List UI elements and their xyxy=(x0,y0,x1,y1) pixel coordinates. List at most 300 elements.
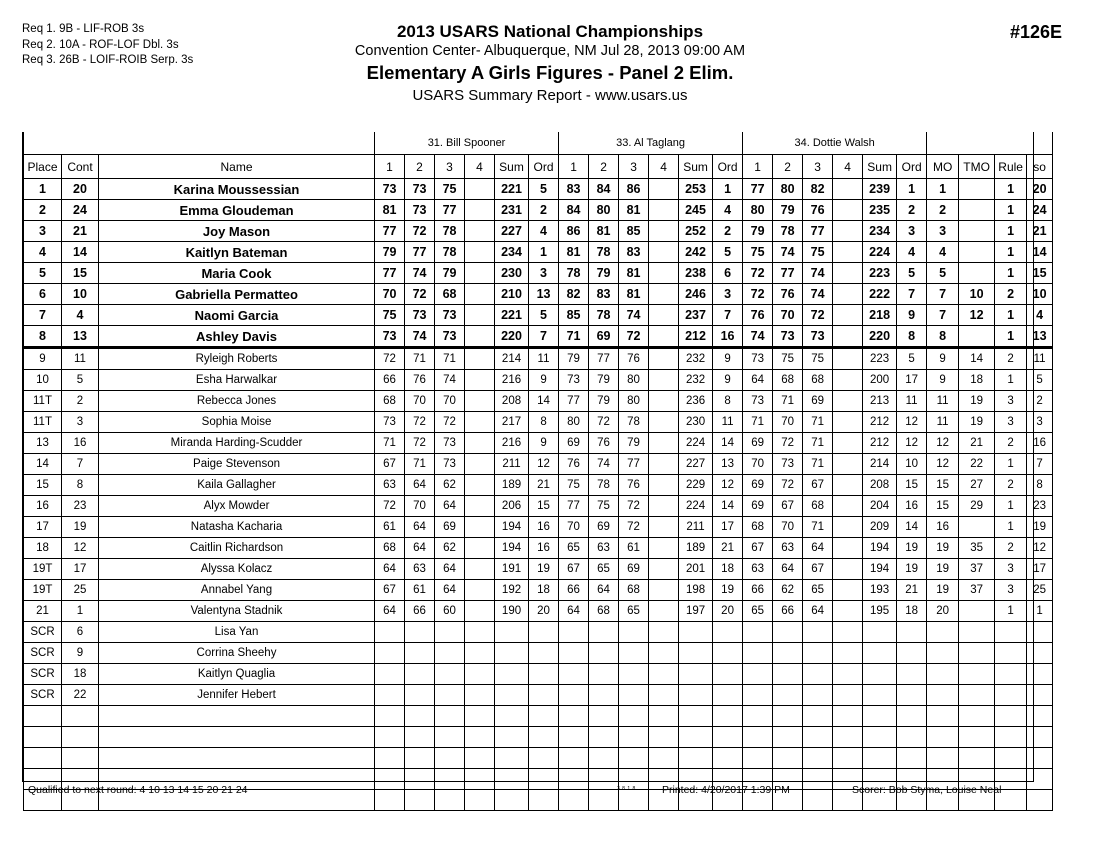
cell-tmo xyxy=(959,622,995,643)
cell-judge3-score-4 xyxy=(833,263,863,284)
cell-so xyxy=(1027,706,1053,727)
cell-judge2-score-3: 80 xyxy=(619,391,649,412)
cell-judge2-ord: 7 xyxy=(713,305,743,326)
cell-judge3-score-1: 80 xyxy=(743,200,773,221)
cell-judge1-score-1: 68 xyxy=(375,391,405,412)
cell-so: 17 xyxy=(1027,559,1053,580)
cell-mo: 5 xyxy=(927,263,959,284)
cell-judge3-score-4 xyxy=(833,601,863,622)
cell-judge2-score-2: 79 xyxy=(589,263,619,284)
cell-judge2-sum: 224 xyxy=(679,433,713,454)
cell-judge1-score-4 xyxy=(465,769,495,790)
judge-banner-spacer xyxy=(24,132,375,155)
cell-judge2-ord: 9 xyxy=(713,348,743,370)
cell-judge3-sum: 208 xyxy=(863,475,897,496)
cell-so: 11 xyxy=(1027,348,1053,370)
cell-mo: 2 xyxy=(927,200,959,221)
judge-banner-end-spacer xyxy=(927,132,1053,155)
cell-judge1-sum xyxy=(495,664,529,685)
cell-judge1-ord: 2 xyxy=(529,200,559,221)
cell-judge2-sum xyxy=(679,727,713,748)
cell-judge1-score-3: 64 xyxy=(435,580,465,601)
cell-rule: 2 xyxy=(995,284,1027,305)
judge-1-name: 31. Bill Spooner xyxy=(375,132,559,155)
cell-judge1-ord: 5 xyxy=(529,179,559,200)
cell-judge2-score-4 xyxy=(649,706,679,727)
cell-place: 17 xyxy=(24,517,62,538)
header-j1-score-3: 3 xyxy=(435,155,465,179)
cell-judge3-score-2: 70 xyxy=(773,412,803,433)
cell-so: 4 xyxy=(1027,305,1053,326)
table-row[interactable] xyxy=(24,685,1053,706)
table-row[interactable] xyxy=(24,221,1053,242)
cell-place xyxy=(24,727,62,748)
cell-judge3-ord: 21 xyxy=(897,580,927,601)
table-row[interactable] xyxy=(24,412,1053,433)
cell-judge2-score-2: 83 xyxy=(589,284,619,305)
cell-judge3-score-4 xyxy=(833,454,863,475)
cell-rule: 1 xyxy=(995,242,1027,263)
cell-so xyxy=(1027,664,1053,685)
cell-judge3-score-1: 72 xyxy=(743,263,773,284)
cell-so xyxy=(1027,622,1053,643)
cell-judge1-score-4 xyxy=(465,284,495,305)
cell-judge2-sum: 212 xyxy=(679,326,713,348)
cell-judge3-sum: 224 xyxy=(863,242,897,263)
cell-judge1-score-2: 64 xyxy=(405,475,435,496)
cell-place: 10 xyxy=(24,370,62,391)
cell-judge3-score-4 xyxy=(833,559,863,580)
header-j3-score-1: 1 xyxy=(743,155,773,179)
cell-judge3-score-2: 72 xyxy=(773,433,803,454)
cell-name: Emma Gloudeman xyxy=(99,200,375,221)
cell-judge2-sum: 252 xyxy=(679,221,713,242)
cell-judge1-ord: 9 xyxy=(529,433,559,454)
cell-cont: 25 xyxy=(62,580,99,601)
cell-judge3-score-3: 77 xyxy=(803,221,833,242)
cell-judge3-score-3: 69 xyxy=(803,391,833,412)
cell-judge3-score-1 xyxy=(743,706,773,727)
cell-judge2-score-2: 80 xyxy=(589,200,619,221)
cell-judge2-sum: 232 xyxy=(679,348,713,370)
cell-judge1-ord: 18 xyxy=(529,580,559,601)
cell-name: Kaila Gallagher xyxy=(99,475,375,496)
table-row[interactable] xyxy=(24,179,1053,200)
cell-judge1-score-1 xyxy=(375,727,405,748)
cell-tmo: 14 xyxy=(959,348,995,370)
cell-judge3-score-2: 70 xyxy=(773,305,803,326)
cell-judge3-score-1: 70 xyxy=(743,454,773,475)
cell-judge1-score-1: 73 xyxy=(375,412,405,433)
cell-judge2-score-4 xyxy=(649,685,679,706)
cell-judge2-ord: 5 xyxy=(713,242,743,263)
cell-judge1-score-3 xyxy=(435,769,465,790)
cell-judge1-score-3: 78 xyxy=(435,221,465,242)
cell-mo xyxy=(927,622,959,643)
cell-rule: 3 xyxy=(995,391,1027,412)
table-row[interactable] xyxy=(24,559,1053,580)
cell-judge3-score-3 xyxy=(803,664,833,685)
cell-judge3-ord xyxy=(897,748,927,769)
cell-judge3-score-4 xyxy=(833,221,863,242)
cell-judge3-ord: 14 xyxy=(897,517,927,538)
cell-judge2-ord: 6 xyxy=(713,263,743,284)
cell-judge1-ord xyxy=(529,622,559,643)
cell-judge3-score-2 xyxy=(773,748,803,769)
table-row[interactable] xyxy=(24,622,1053,643)
table-row[interactable] xyxy=(24,601,1053,622)
cell-judge1-sum: 216 xyxy=(495,433,529,454)
cell-judge2-score-1 xyxy=(559,685,589,706)
cell-judge1-ord xyxy=(529,769,559,790)
cell-judge2-score-4 xyxy=(649,475,679,496)
cell-judge1-sum xyxy=(495,790,529,811)
cell-cont: 14 xyxy=(62,242,99,263)
cell-judge2-score-3: 86 xyxy=(619,179,649,200)
cell-name: Maria Cook xyxy=(99,263,375,284)
cell-so: 25 xyxy=(1027,580,1053,601)
table-row[interactable] xyxy=(24,305,1053,326)
cell-judge3-score-4 xyxy=(833,433,863,454)
cell-judge1-score-4 xyxy=(465,242,495,263)
cell-so: 3 xyxy=(1027,412,1053,433)
venue-and-date: Convention Center- Albuquerque, NM Jul 28, 2013 09:00 AM xyxy=(354,43,746,59)
cell-judge3-score-1: 69 xyxy=(743,475,773,496)
cell-judge1-score-1: 64 xyxy=(375,601,405,622)
cell-judge1-score-2 xyxy=(405,727,435,748)
cell-judge1-score-1 xyxy=(375,748,405,769)
cell-judge1-score-2: 71 xyxy=(405,454,435,475)
cell-judge3-score-2 xyxy=(773,685,803,706)
cell-judge2-score-4 xyxy=(649,263,679,284)
cell-judge2-score-1: 82 xyxy=(559,284,589,305)
cell-place: 7 xyxy=(24,305,62,326)
cell-tmo xyxy=(959,242,995,263)
cell-judge2-score-4 xyxy=(649,412,679,433)
cell-judge3-ord: 1 xyxy=(897,179,927,200)
cell-judge3-sum: 200 xyxy=(863,370,897,391)
table-row[interactable] xyxy=(24,263,1053,284)
cell-judge3-score-1: 73 xyxy=(743,391,773,412)
cell-judge1-score-3: 62 xyxy=(435,538,465,559)
cell-judge3-score-1: 64 xyxy=(743,370,773,391)
cell-judge1-score-2: 76 xyxy=(405,370,435,391)
cell-judge2-sum: 253 xyxy=(679,179,713,200)
cell-so: 20 xyxy=(1027,179,1053,200)
cell-judge1-sum: 234 xyxy=(495,242,529,263)
table-row[interactable] xyxy=(24,370,1053,391)
cell-judge3-sum: 194 xyxy=(863,559,897,580)
cell-place: 6 xyxy=(24,284,62,305)
cell-judge1-ord xyxy=(529,664,559,685)
cell-judge2-score-2: 78 xyxy=(589,475,619,496)
cell-name xyxy=(99,727,375,748)
cell-judge2-score-4 xyxy=(649,601,679,622)
cell-judge3-ord: 12 xyxy=(897,412,927,433)
cell-judge1-score-1 xyxy=(375,706,405,727)
cell-judge3-sum: 220 xyxy=(863,326,897,348)
header-j2-sum: Sum xyxy=(679,155,713,179)
table-row[interactable] xyxy=(24,454,1053,475)
cell-judge3-ord: 19 xyxy=(897,559,927,580)
cell-judge3-score-4 xyxy=(833,284,863,305)
cell-rule: 1 xyxy=(995,601,1027,622)
table-row[interactable] xyxy=(24,433,1053,454)
report-subtitle: USARS Summary Report - www.usars.us xyxy=(412,87,688,104)
cell-tmo: 35 xyxy=(959,538,995,559)
cell-judge1-ord: 19 xyxy=(529,559,559,580)
cell-judge3-sum: 235 xyxy=(863,200,897,221)
header-name: Name xyxy=(99,155,375,179)
cell-judge2-score-1: 80 xyxy=(559,412,589,433)
cell-judge1-ord: 5 xyxy=(529,305,559,326)
cell-judge3-score-2: 67 xyxy=(773,496,803,517)
cell-judge3-score-4 xyxy=(833,412,863,433)
cell-judge2-ord xyxy=(713,748,743,769)
cell-tmo xyxy=(959,664,995,685)
cell-judge3-score-3: 72 xyxy=(803,305,833,326)
cell-judge2-score-4 xyxy=(649,370,679,391)
cell-judge2-score-3: 76 xyxy=(619,348,649,370)
software-version: 3.8.1.8 xyxy=(617,786,636,792)
table-row[interactable] xyxy=(24,664,1053,685)
cell-tmo: 18 xyxy=(959,370,995,391)
cell-judge3-score-4 xyxy=(833,517,863,538)
cell-judge1-ord xyxy=(529,643,559,664)
cell-judge1-score-3 xyxy=(435,685,465,706)
cell-tmo: 37 xyxy=(959,580,995,601)
cell-rule: 1 xyxy=(995,496,1027,517)
cell-judge2-score-3: 81 xyxy=(619,284,649,305)
cell-judge2-score-2 xyxy=(589,790,619,811)
cell-name: Alyx Mowder xyxy=(99,496,375,517)
cell-judge1-score-1: 77 xyxy=(375,263,405,284)
cell-judge2-sum: 198 xyxy=(679,580,713,601)
cell-mo: 15 xyxy=(927,475,959,496)
cell-judge3-score-3 xyxy=(803,685,833,706)
cell-judge2-score-2: 79 xyxy=(589,391,619,412)
cell-judge1-ord xyxy=(529,706,559,727)
cell-cont: 9 xyxy=(62,643,99,664)
cell-mo: 4 xyxy=(927,242,959,263)
table-row[interactable] xyxy=(24,326,1053,348)
cell-judge2-score-2: 78 xyxy=(589,242,619,263)
cell-judge2-score-1 xyxy=(559,706,589,727)
cell-judge1-score-4 xyxy=(465,496,495,517)
cell-judge3-ord xyxy=(897,664,927,685)
table-row[interactable] xyxy=(24,496,1053,517)
table-row[interactable] xyxy=(24,538,1053,559)
cell-judge1-ord: 7 xyxy=(529,326,559,348)
cell-rule xyxy=(995,643,1027,664)
cell-name: Esha Harwalkar xyxy=(99,370,375,391)
cell-judge2-score-2: 75 xyxy=(589,496,619,517)
cell-judge1-score-2: 63 xyxy=(405,559,435,580)
cell-mo: 1 xyxy=(927,179,959,200)
cell-judge2-score-3: 83 xyxy=(619,242,649,263)
table-row[interactable] xyxy=(24,284,1053,305)
cell-judge3-score-4 xyxy=(833,179,863,200)
cell-judge3-sum: 193 xyxy=(863,580,897,601)
cell-judge2-ord: 19 xyxy=(713,580,743,601)
cell-judge3-score-1: 63 xyxy=(743,559,773,580)
cell-judge1-score-1: 64 xyxy=(375,559,405,580)
cell-rule: 2 xyxy=(995,475,1027,496)
cell-judge1-score-1: 77 xyxy=(375,221,405,242)
cell-judge1-score-4 xyxy=(465,538,495,559)
cell-judge2-score-4 xyxy=(649,348,679,370)
cell-mo xyxy=(927,664,959,685)
cell-judge2-sum: 227 xyxy=(679,454,713,475)
cell-so: 8 xyxy=(1027,475,1053,496)
cell-judge3-sum: 212 xyxy=(863,433,897,454)
cell-judge1-score-2 xyxy=(405,643,435,664)
cell-judge1-ord: 16 xyxy=(529,517,559,538)
cell-judge3-score-2 xyxy=(773,664,803,685)
cell-judge1-ord: 12 xyxy=(529,454,559,475)
cell-judge3-score-4 xyxy=(833,643,863,664)
cell-judge3-sum: 213 xyxy=(863,391,897,412)
cell-tmo xyxy=(959,179,995,200)
cell-rule: 2 xyxy=(995,433,1027,454)
cell-judge3-sum xyxy=(863,664,897,685)
table-row[interactable] xyxy=(24,517,1053,538)
cell-judge1-score-1 xyxy=(375,685,405,706)
cell-so xyxy=(1027,790,1053,811)
cell-place xyxy=(24,706,62,727)
cell-judge1-score-4 xyxy=(465,622,495,643)
cell-judge3-score-3: 67 xyxy=(803,475,833,496)
judge-2-name: 33. Al Taglang xyxy=(559,132,743,155)
cell-judge2-ord: 8 xyxy=(713,391,743,412)
cell-place: SCR xyxy=(24,643,62,664)
cell-judge3-score-1: 76 xyxy=(743,305,773,326)
table-row[interactable] xyxy=(24,348,1053,370)
cell-rule: 2 xyxy=(995,348,1027,370)
cell-mo xyxy=(927,748,959,769)
cell-so: 5 xyxy=(1027,370,1053,391)
cell-judge3-score-3: 76 xyxy=(803,200,833,221)
cell-judge3-sum xyxy=(863,685,897,706)
cell-judge3-ord: 11 xyxy=(897,391,927,412)
cell-judge2-score-3 xyxy=(619,727,649,748)
cell-judge3-score-1: 66 xyxy=(743,580,773,601)
cell-so: 2 xyxy=(1027,391,1053,412)
cell-judge3-ord: 17 xyxy=(897,370,927,391)
cell-judge1-score-4 xyxy=(465,326,495,348)
cell-judge3-ord xyxy=(897,685,927,706)
cell-judge2-ord xyxy=(713,622,743,643)
cell-judge2-ord: 16 xyxy=(713,326,743,348)
cell-judge1-score-1: 71 xyxy=(375,433,405,454)
cell-judge1-score-2: 72 xyxy=(405,433,435,454)
cell-judge1-score-3: 64 xyxy=(435,559,465,580)
cell-judge2-score-2: 78 xyxy=(589,305,619,326)
cell-judge2-sum: 229 xyxy=(679,475,713,496)
cell-judge3-ord xyxy=(897,622,927,643)
cell-judge1-score-4 xyxy=(465,727,495,748)
cell-judge2-score-3: 72 xyxy=(619,517,649,538)
cell-judge3-ord: 12 xyxy=(897,433,927,454)
table-row[interactable] xyxy=(24,200,1053,221)
table-row-empty xyxy=(24,706,1053,727)
cell-rule: 3 xyxy=(995,580,1027,601)
cell-judge2-score-4 xyxy=(649,305,679,326)
cell-so xyxy=(1027,685,1053,706)
cell-judge1-ord xyxy=(529,748,559,769)
cell-judge3-score-1: 69 xyxy=(743,496,773,517)
cell-tmo: 12 xyxy=(959,305,995,326)
cell-judge2-score-2: 79 xyxy=(589,370,619,391)
cell-judge1-score-2 xyxy=(405,664,435,685)
cell-judge2-score-4 xyxy=(649,326,679,348)
cell-judge2-sum: 230 xyxy=(679,412,713,433)
cell-mo: 12 xyxy=(927,433,959,454)
cell-judge2-score-3: 77 xyxy=(619,454,649,475)
cell-tmo: 19 xyxy=(959,391,995,412)
cell-judge2-ord xyxy=(713,706,743,727)
cell-judge3-score-2: 77 xyxy=(773,263,803,284)
table-row[interactable] xyxy=(24,643,1053,664)
cell-judge1-score-2: 70 xyxy=(405,496,435,517)
cell-judge1-sum: 194 xyxy=(495,538,529,559)
cell-judge3-score-3 xyxy=(803,643,833,664)
cell-judge2-ord: 3 xyxy=(713,284,743,305)
cell-name: Miranda Harding-Scudder xyxy=(99,433,375,454)
cell-so: 13 xyxy=(1027,326,1053,348)
cell-judge1-score-2: 64 xyxy=(405,538,435,559)
cell-judge1-ord: 21 xyxy=(529,475,559,496)
cell-judge1-score-2: 71 xyxy=(405,348,435,370)
cell-judge1-sum: 230 xyxy=(495,263,529,284)
cell-judge1-ord: 4 xyxy=(529,221,559,242)
cell-judge3-score-3 xyxy=(803,769,833,790)
cell-place: SCR xyxy=(24,685,62,706)
requirement-3: Req 3. 26B - LOIF-ROIB Serp. 3s xyxy=(22,54,194,66)
table-row[interactable] xyxy=(24,391,1053,412)
cell-judge2-ord xyxy=(713,727,743,748)
cell-judge2-score-3: 81 xyxy=(619,263,649,284)
cell-judge2-score-2: 74 xyxy=(589,454,619,475)
cell-judge2-score-3: 80 xyxy=(619,370,649,391)
cell-judge1-ord: 20 xyxy=(529,601,559,622)
cell-judge2-sum: 189 xyxy=(679,538,713,559)
header-j1-ord: Ord xyxy=(529,155,559,179)
cell-tmo: 37 xyxy=(959,559,995,580)
cell-judge1-score-4 xyxy=(465,643,495,664)
cell-judge2-sum: 224 xyxy=(679,496,713,517)
cell-judge2-sum xyxy=(679,643,713,664)
cell-judge2-score-2 xyxy=(589,727,619,748)
cell-judge3-sum xyxy=(863,706,897,727)
cell-mo: 9 xyxy=(927,370,959,391)
cell-judge2-score-2: 64 xyxy=(589,580,619,601)
header-rule: Rule xyxy=(995,155,1027,179)
table-row[interactable] xyxy=(24,580,1053,601)
cell-judge1-score-3: 62 xyxy=(435,475,465,496)
cell-judge2-score-2: 76 xyxy=(589,433,619,454)
table-row[interactable] xyxy=(24,242,1053,263)
cell-judge1-score-1 xyxy=(375,622,405,643)
cell-so: 21 xyxy=(1027,221,1053,242)
cell-tmo xyxy=(959,643,995,664)
cell-rule xyxy=(995,727,1027,748)
cell-judge2-score-1 xyxy=(559,748,589,769)
cell-place: 11T xyxy=(24,412,62,433)
cell-judge1-score-1 xyxy=(375,664,405,685)
table-row[interactable] xyxy=(24,475,1053,496)
cell-place: SCR xyxy=(24,622,62,643)
